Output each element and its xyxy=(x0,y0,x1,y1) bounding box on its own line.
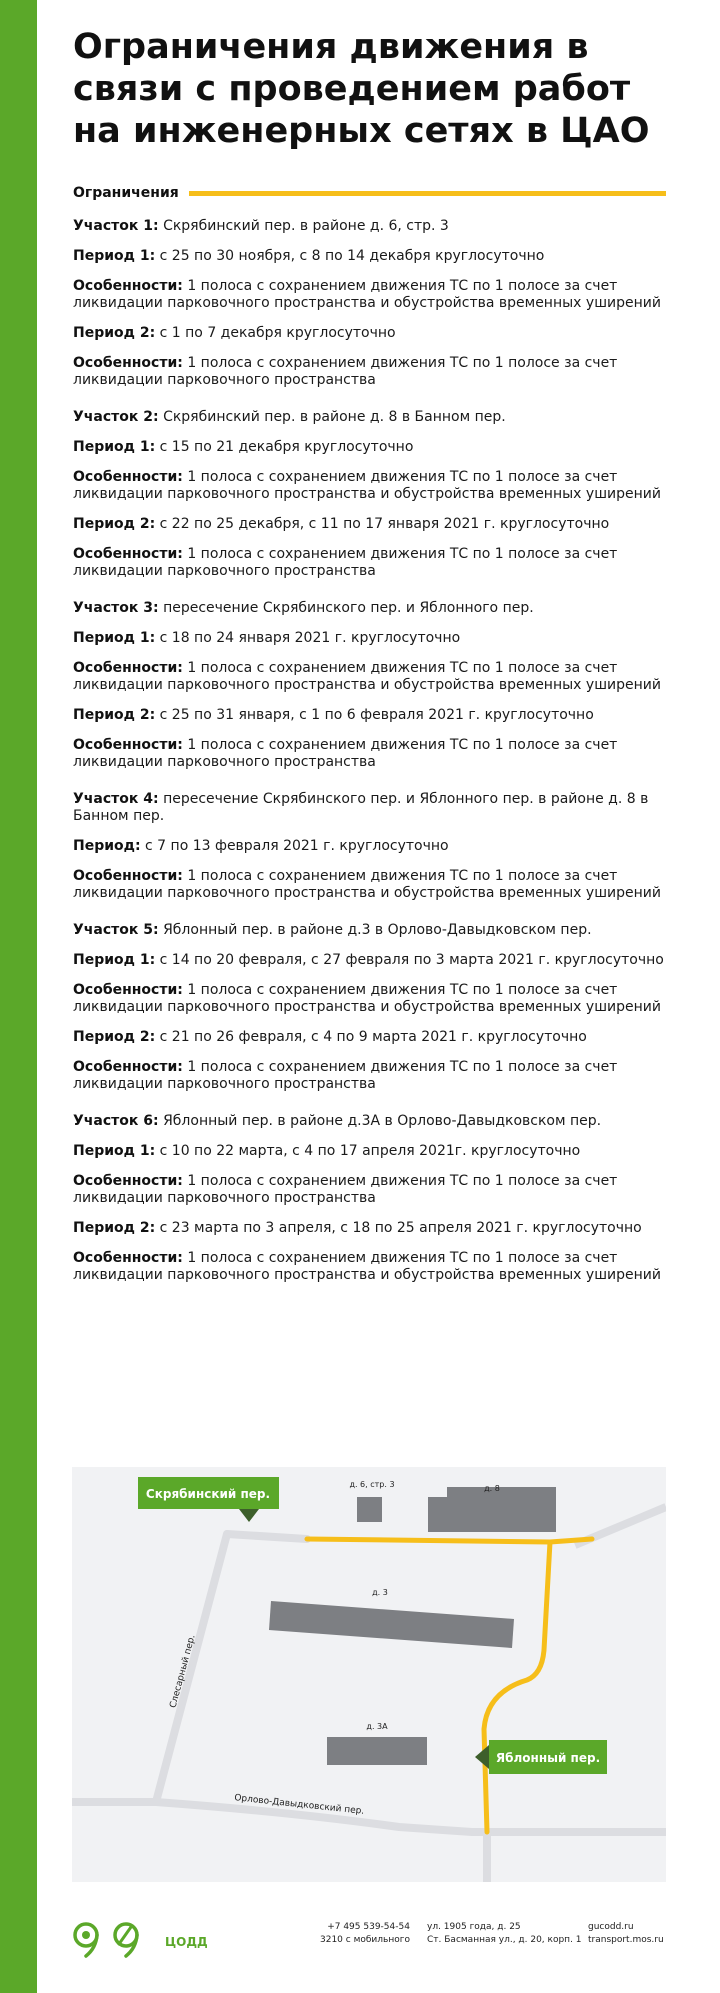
restriction-label: Период 2: xyxy=(73,325,156,341)
restriction-label: Особенности: xyxy=(73,278,183,294)
restriction-text: с 25 по 31 января, с 1 по 6 февраля 2021 г. круглосуточно xyxy=(159,707,594,723)
restriction-line xyxy=(73,838,673,855)
building-3a xyxy=(327,1737,427,1765)
restriction-text: с 10 по 22 марта, с 4 по 17 апреля 2021г. круглосуточно xyxy=(159,1143,581,1159)
plot-block xyxy=(73,600,673,771)
restriction-line xyxy=(73,1173,673,1207)
restriction-line xyxy=(73,660,673,694)
restriction-text: с 21 по 26 февраля, с 4 по 9 марта 2021 г. круглосуточно xyxy=(159,1029,587,1045)
building-6-3 xyxy=(357,1497,382,1522)
restriction-line xyxy=(73,737,673,771)
building-3 xyxy=(269,1601,514,1648)
restriction-text: Яблонный пер. в районе д.3 в Орлово-Давыдковском пер. xyxy=(163,922,592,938)
restriction-line xyxy=(73,439,673,456)
plot-block xyxy=(73,409,673,580)
restriction-label: Период 2: xyxy=(73,516,156,532)
restriction-text: с 25 по 30 ноября, с 8 по 14 декабря круглосуточно xyxy=(159,248,545,264)
restriction-text: 1 полоса с сохранением движения ТС по 1 полосе за счет ликвидации парковочного пространства и обустройства временных уширений xyxy=(73,868,661,901)
restriction-text: 1 полоса с сохранением движения ТС по 1 полосе за счет ликвидации парковочного пространства и обустройства временных уширений xyxy=(73,660,661,693)
restriction-label: Особенности: xyxy=(73,868,183,884)
restriction-line xyxy=(73,982,673,1016)
left-accent-bar xyxy=(0,0,37,1993)
footer-phone[interactable]: +7 495 539-54-54 xyxy=(327,1922,410,1932)
restriction-label: Участок 2: xyxy=(73,409,159,425)
restriction-text: с 23 марта по 3 апреля, с 18 по 25 апреля 2021 г. круглосуточно xyxy=(159,1220,642,1236)
restriction-line xyxy=(73,409,673,426)
restriction-label: Особенности: xyxy=(73,982,183,998)
restriction-label: Участок 1: xyxy=(73,218,159,234)
restriction-line xyxy=(73,218,673,235)
restriction-label: Период 2: xyxy=(73,1220,156,1236)
road-orlovo xyxy=(156,1802,666,1832)
restriction-line xyxy=(73,1029,673,1046)
restriction-line xyxy=(73,325,673,342)
restriction-text: Скрябинский пер. в районе д. 6, стр. 3 xyxy=(163,218,449,234)
restriction-line xyxy=(73,1113,673,1130)
restriction-label: Особенности: xyxy=(73,546,183,562)
restriction-text: с 7 по 13 февраля 2021 г. круглосуточно xyxy=(145,838,449,854)
footer-address-1: ул. 1905 года, д. 25 xyxy=(427,1922,521,1932)
restriction-label: Период 1: xyxy=(73,630,156,646)
restriction-label: Период 1: xyxy=(73,248,156,264)
restriction-text: пересечение Скрябинского пер. и Яблонного пер. в районе д. 8 в Банном пер. xyxy=(73,791,649,824)
codd-logo-icon xyxy=(70,1918,165,1958)
restriction-text: 1 полоса с сохранением движения ТС по 1 полосе за счет ликвидации парковочного пространства xyxy=(73,737,618,770)
restriction-label: Участок 6: xyxy=(73,1113,159,1129)
restriction-line xyxy=(73,1143,673,1160)
restriction-label: Участок 5: xyxy=(73,922,159,938)
restriction-label: Участок 4: xyxy=(73,791,159,807)
restriction-line xyxy=(73,278,673,312)
restriction-label: Особенности: xyxy=(73,1173,183,1189)
plot-block xyxy=(73,791,673,902)
restriction-label: Период: xyxy=(73,838,141,854)
building-8 xyxy=(428,1487,556,1532)
restriction-label: Период 2: xyxy=(73,707,156,723)
footer-address-block xyxy=(427,1921,582,1947)
logo-text: ЦОДД xyxy=(165,1935,208,1949)
restriction-text: 1 полоса с сохранением движения ТС по 1 полосе за счет ликвидации парковочного пространства xyxy=(73,1173,618,1206)
restriction-line xyxy=(73,630,673,647)
footer-phone-block xyxy=(320,1921,410,1947)
plot-block xyxy=(73,218,673,389)
callout-yablonny-pointer xyxy=(475,1745,489,1769)
restriction-line xyxy=(73,1220,673,1237)
section-header-label: Ограничения xyxy=(73,185,179,201)
map-svg xyxy=(72,1467,666,1882)
label-slesarny: Слесарный пер. xyxy=(168,1633,198,1710)
restriction-text: с 18 по 24 января 2021 г. круглосуточно xyxy=(159,630,461,646)
restriction-line xyxy=(73,868,673,902)
restriction-label: Период 1: xyxy=(73,439,156,455)
restriction-text: 1 полоса с сохранением движения ТС по 1 полосе за счет ликвидации парковочного пространства и обустройства временных уширений xyxy=(73,982,661,1015)
section-header xyxy=(73,182,666,204)
plot-block xyxy=(73,922,673,1093)
label-building-3: д. 3 xyxy=(372,1588,388,1597)
section-header-rule xyxy=(189,191,666,196)
restriction-label: Особенности: xyxy=(73,737,183,753)
callout-skryabinsky-text: Скрябинский пер. xyxy=(145,1487,271,1501)
page-title: Ограничения движения в связи с проведением работ на инженерных сетях в ЦАО xyxy=(73,27,650,151)
restriction-label: Участок 3: xyxy=(73,600,159,616)
restriction-label: Особенности: xyxy=(73,355,183,371)
restriction-text: 1 полоса с сохранением движения ТС по 1 полосе за счет ликвидации парковочного пространства и обустройства временных уширений xyxy=(73,1250,661,1283)
restriction-text: пересечение Скрябинского пер. и Яблонного пер. xyxy=(163,600,534,616)
footer xyxy=(70,1918,670,1968)
label-building-8: д. 8 xyxy=(484,1484,500,1493)
footer-mobile: 3210 с мобильного xyxy=(320,1935,410,1945)
plot-block xyxy=(73,1113,673,1284)
restriction-line xyxy=(73,1059,673,1093)
restriction-label: Особенности: xyxy=(73,469,183,485)
restriction-text: 1 полоса с сохранением движения ТС по 1 полосе за счет ликвидации парковочного пространства xyxy=(73,546,618,579)
restriction-line xyxy=(73,952,673,969)
restriction-line xyxy=(73,248,673,265)
restriction-line xyxy=(73,922,673,939)
restrictions-list xyxy=(73,218,673,1304)
restriction-text: с 1 по 7 декабря круглосуточно xyxy=(159,325,396,341)
restriction-line xyxy=(73,1250,673,1284)
restriction-label: Особенности: xyxy=(73,1250,183,1266)
restriction-text: с 14 по 20 февраля, с 27 февраля по 3 марта 2021 г. круглосуточно xyxy=(159,952,664,968)
restriction-text: 1 полоса с сохранением движения ТС по 1 полосе за счет ликвидации парковочного пространства и обустройства временных уширений xyxy=(73,469,661,502)
footer-site-2[interactable]: transport.mos.ru xyxy=(588,1935,664,1945)
road-skryabinsky-west xyxy=(227,1534,307,1539)
callout-skryabinsky-pointer xyxy=(239,1509,259,1522)
restriction-line xyxy=(73,546,673,580)
restriction-text: 1 полоса с сохранением движения ТС по 1 полосе за счет ликвидации парковочного пространства xyxy=(73,1059,618,1092)
restriction-text: Скрябинский пер. в районе д. 8 в Банном пер. xyxy=(163,409,506,425)
map xyxy=(72,1467,666,1882)
restriction-line xyxy=(73,600,673,617)
footer-address-2: Ст. Басманная ул., д. 20, корп. 1 xyxy=(427,1935,582,1945)
restriction-line xyxy=(73,469,673,503)
road-slesarny xyxy=(156,1534,227,1802)
footer-site-1[interactable]: gucodd.ru xyxy=(588,1922,634,1932)
footer-sites-block xyxy=(588,1921,664,1947)
restriction-text: с 15 по 21 декабря круглосуточно xyxy=(159,439,414,455)
restriction-label: Период 1: xyxy=(73,952,156,968)
label-building-3a: д. 3А xyxy=(366,1722,388,1731)
restriction-line xyxy=(73,707,673,724)
restriction-text: с 22 по 25 декабря, с 11 по 17 января 2021 г. круглосуточно xyxy=(159,516,610,532)
restriction-label: Особенности: xyxy=(73,1059,183,1075)
restriction-text: 1 полоса с сохранением движения ТС по 1 полосе за счет ликвидации парковочного пространства xyxy=(73,355,618,388)
restriction-label: Период 1: xyxy=(73,1143,156,1159)
callout-yablonny-text: Яблонный пер. xyxy=(495,1751,601,1765)
road-yablonny-restricted xyxy=(484,1542,550,1832)
restriction-line xyxy=(73,355,673,389)
label-orlovo: Орлово-Давыдковский пер. xyxy=(233,1793,365,1817)
restriction-text: 1 полоса с сохранением движения ТС по 1 полосе за счет ликвидации парковочного пространства и обустройства временных уширений xyxy=(73,278,661,311)
restriction-line xyxy=(73,516,673,533)
restriction-label: Особенности: xyxy=(73,660,183,676)
label-building-6-3: д. 6, стр. 3 xyxy=(349,1480,395,1489)
restriction-text: Яблонный пер. в районе д.3А в Орлово-Давыдковском пер. xyxy=(163,1113,602,1129)
restriction-line xyxy=(73,791,673,825)
restriction-label: Период 2: xyxy=(73,1029,156,1045)
